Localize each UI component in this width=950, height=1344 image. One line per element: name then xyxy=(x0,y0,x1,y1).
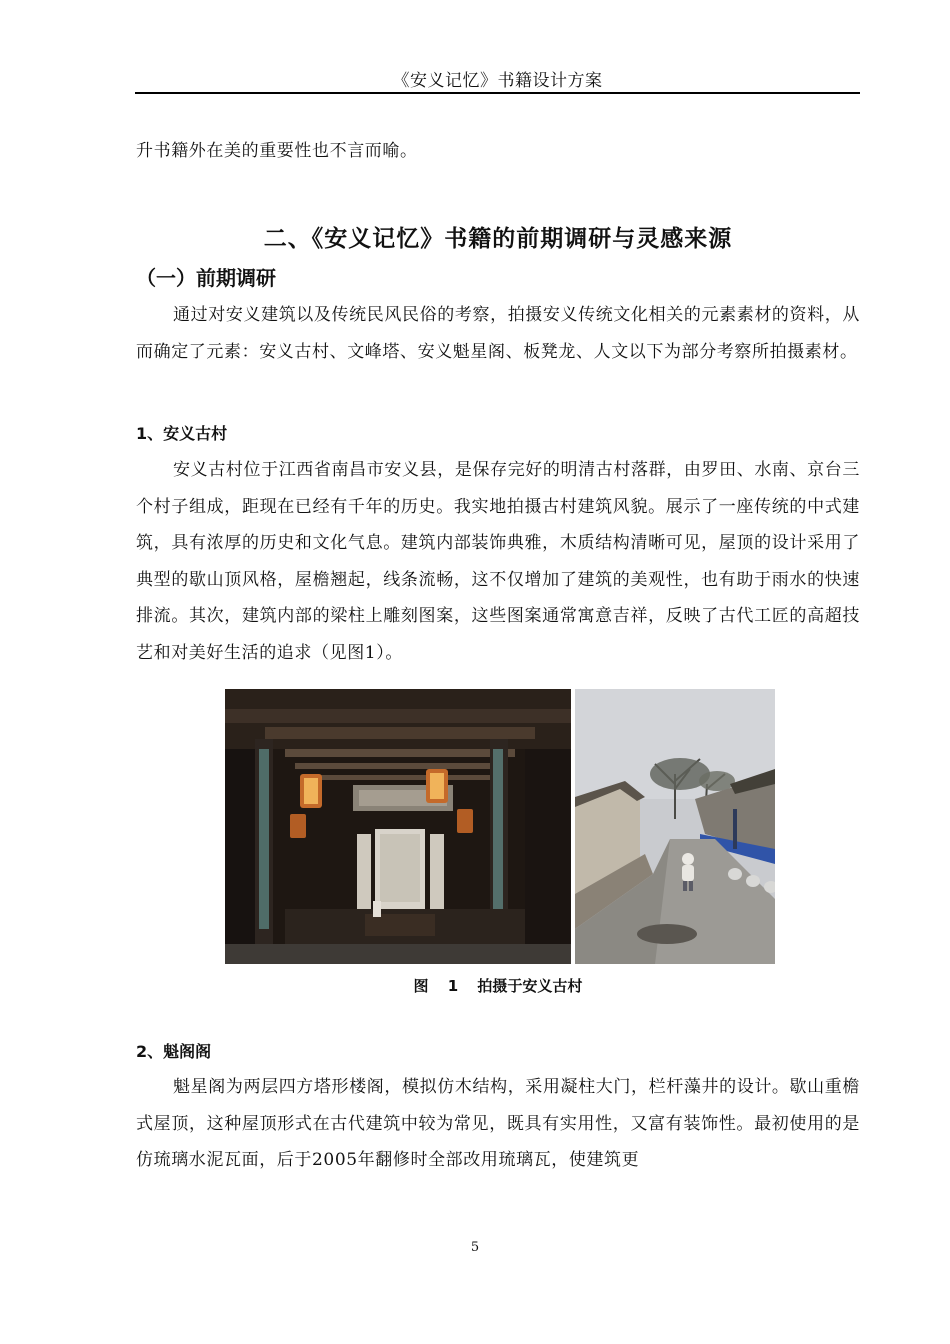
intro-tail-paragraph: 升书籍外在美的重要性也不言而喻。 xyxy=(136,141,418,161)
item1-paragraph: 安义古村位于江西省南昌市安义县，是保存完好的明清古村落群，由罗田、水南、京台三个村子组成，距现在已经有千年的历史。我实地拍摄古村建筑风貌。展示了一座传统的中式建筑，具有浓厚的历史和文化气息。建筑内部装饰典雅，木质结构清晰可见，屋顶的设计采用了典型的歇山顶风格，屋檐翘起，线条流畅，这不仅增加了建筑的美观性，也有助于雨水的快速排流。其次，建筑内部的梁柱上雕刻图案，这些图案通常寓意吉祥，反映了古代工匠的高超技艺和对美好生活的追求（见图1）。 xyxy=(136,460,860,663)
page-number: 5 xyxy=(470,1240,480,1255)
section-heading: 二、《安义记忆》书籍的前期调研与灵感来源 xyxy=(263,226,733,252)
figure-caption: 图 1 拍摄于安义古村 xyxy=(413,977,583,995)
item2-heading: 2、魁阁阁 xyxy=(136,1042,212,1061)
village-lane-photo xyxy=(575,689,775,964)
header-rule xyxy=(135,92,860,94)
running-header: 《安义记忆》书籍设计方案 xyxy=(392,71,603,91)
ancestral-hall-photo xyxy=(225,689,571,964)
subsection-heading: （一）前期调研 xyxy=(136,266,276,290)
item2-paragraph: 魁星阁为两层四方塔形楼阁，模拟仿木结构，采用凝柱大门，栏杆藻井的设计。歇山重檐式屋顶，这种屋顶形式在古代建筑中较为常见，既具有实用性，又富有装饰性。最初使用的是仿琉璃水泥瓦面，后于2005年翻修时全部改用琉璃瓦，使建筑更 xyxy=(136,1077,860,1170)
item1-heading: 1、安义古村 xyxy=(136,424,228,443)
research-intro-paragraph: 通过对安义建筑以及传统民风民俗的考察，拍摄安义传统文化相关的元素素材的资料，从而确定了元素：安义古村、文峰塔、安义魁星阁、板凳龙、人文以下为部分考察所拍摄素材。 xyxy=(136,305,860,362)
